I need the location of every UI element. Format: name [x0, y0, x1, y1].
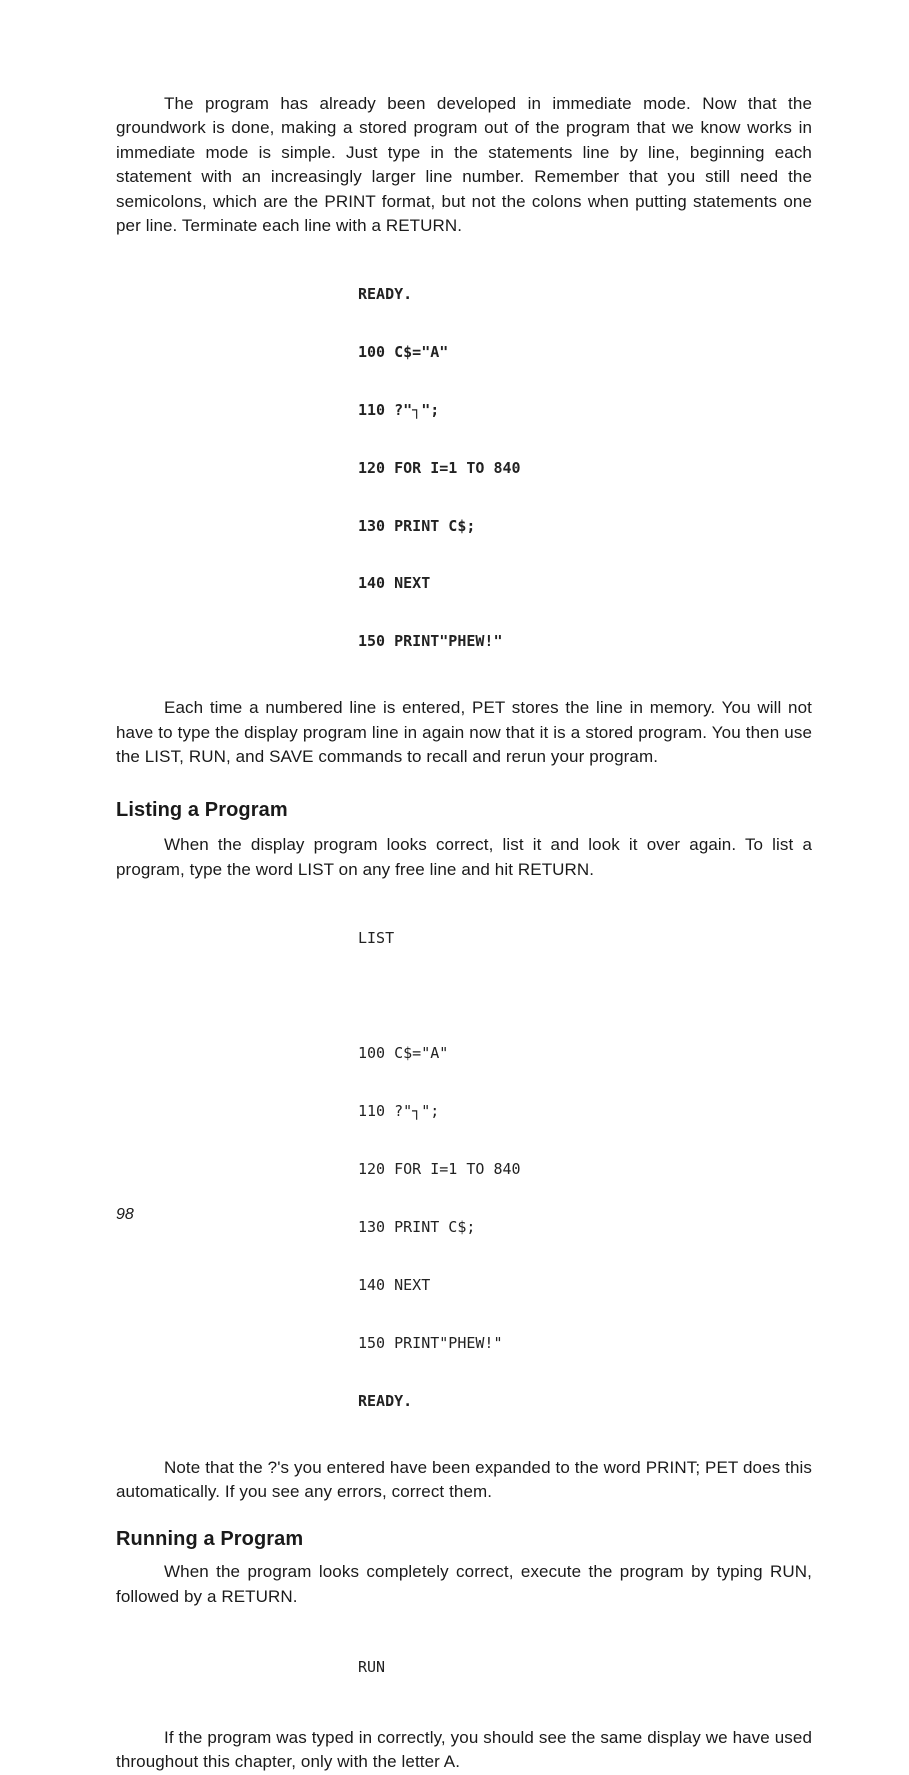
code-line: 150 PRINT"PHEW!": [358, 1333, 503, 1352]
paragraph-after-entry: Each time a numbered line is entered, PET stores the line in memory. You will not have to type the display program line in again now that it is a stored program. You then use the LIST, RUN, and SAVE commands to recall and rerun your program.: [116, 698, 812, 767]
code-line: 110 ?"┐";: [358, 1102, 440, 1121]
code-line: 120 FOR I=1 TO 840: [358, 1160, 521, 1179]
paragraph-note: Note that the ?'s you entered have been expanded to the word PRINT; PET does this automatically. If you see any errors, correct them.: [116, 1457, 812, 1502]
code-block-entry: [358, 246, 812, 690]
heading-running: Running a Program: [116, 1528, 304, 1551]
code-block-list-command: [358, 890, 812, 986]
paragraph-intro: The program has already been developed in immediate mode. Now that the groundwork is done, making a stored program out of the program that we know works in immediate mode is simple. Just type in the statements line by line, beginning each statement with an increasingly larger line number. Remember that you still need the semicolons, which are the PRINT format, but not the colons when putting statements one per line. Terminate each line with a RETURN.: [116, 94, 812, 236]
code-line: RUN: [358, 1657, 386, 1676]
code-line: LIST: [358, 928, 395, 947]
code-line: READY.: [358, 285, 413, 304]
paragraph-running-intro: When the program looks completely correct, execute the program by typing RUN, followed by a RETURN.: [116, 1562, 812, 1606]
code-line: READY.: [358, 1391, 413, 1410]
paragraph-listing-intro: When the display program looks correct, list it and look it over again. To list a program, type the word LIST on any free line and hit RETURN.: [116, 835, 812, 879]
page-number: 98: [116, 1206, 134, 1223]
heading-listing: Listing a Program: [116, 799, 288, 822]
code-line: 130 PRINT C$;: [358, 1218, 476, 1237]
code-block-run-command: [358, 1619, 812, 1715]
code-block-listing: [358, 1006, 812, 1450]
code-line: 120 FOR I=1 TO 840: [358, 458, 521, 477]
page-body: [116, 92, 812, 1775]
code-line: 110 ?"┐";: [358, 400, 440, 419]
code-line: 100 C$="A": [358, 342, 449, 361]
code-line: 130 PRINT C$;: [358, 516, 476, 535]
code-line: 150 PRINT"PHEW!": [358, 632, 503, 651]
code-line: 100 C$="A": [358, 1044, 449, 1063]
code-line: 140 NEXT: [358, 574, 431, 593]
code-line: 140 NEXT: [358, 1275, 431, 1294]
paragraph-final: If the program was typed in correctly, you should see the same display we have used throughout this chapter, only with the letter A.: [116, 1727, 812, 1772]
